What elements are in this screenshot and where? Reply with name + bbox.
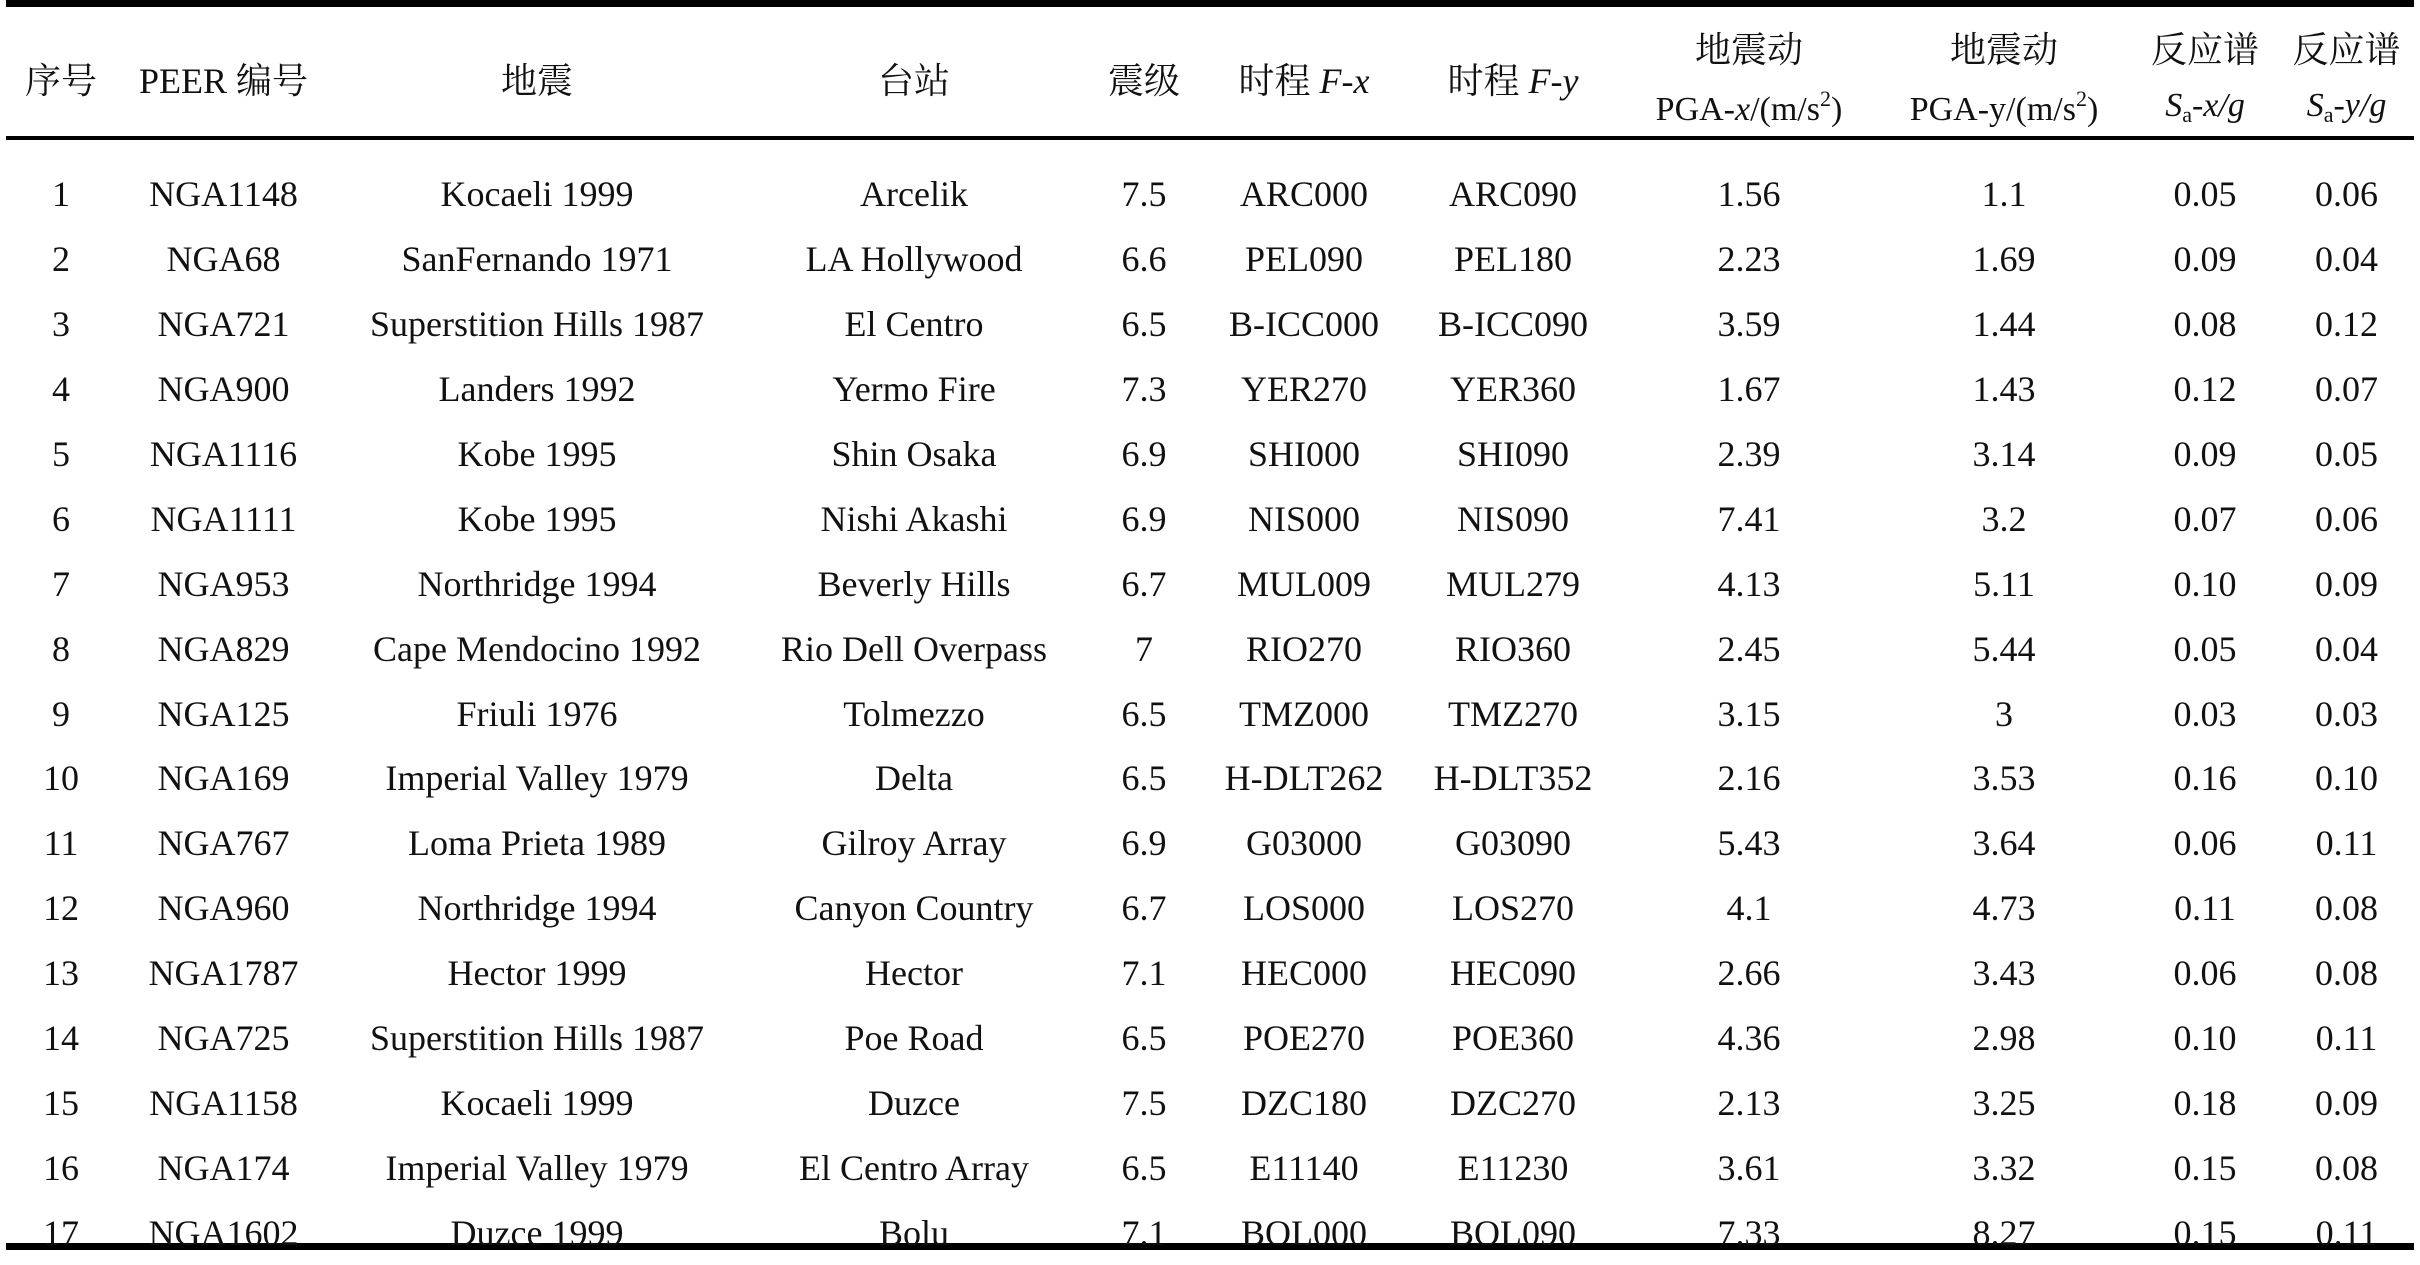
- header-history-fx: 时程 F-x: [1238, 61, 1370, 101]
- cell-index: 11: [43, 823, 79, 864]
- cell-pga-x: 3.15: [1717, 693, 1781, 734]
- cell-peer-id: NGA721: [157, 304, 290, 345]
- cell-pga-y: 1.43: [1972, 369, 2036, 410]
- cell-history-fy: RIO360: [1455, 628, 1571, 669]
- cell-pga-x: 2.39: [1717, 434, 1781, 474]
- cell-sa-y: 0.12: [2315, 304, 2378, 345]
- cell-station: Canyon Country: [794, 888, 1034, 929]
- cell-magnitude: 7.5: [1121, 174, 1167, 215]
- cell-magnitude: 7.1: [1121, 1212, 1167, 1253]
- cell-earthquake: Imperial Valley 1979: [385, 758, 689, 799]
- cell-peer-id: NGA953: [157, 563, 290, 604]
- header-station: 台站: [877, 61, 950, 101]
- cell-index: 14: [43, 1018, 79, 1059]
- cell-magnitude: 7.5: [1121, 1082, 1167, 1123]
- cell-index: 8: [52, 628, 70, 669]
- cell-peer-id: NGA900: [157, 369, 290, 410]
- header-magnitude: 震级: [1107, 61, 1180, 101]
- table-row: [6, 1006, 2414, 1071]
- cell-earthquake: Northridge 1994: [417, 888, 657, 929]
- cell-pga-y: 3.2: [1981, 498, 2027, 539]
- cell-index: 13: [43, 953, 79, 994]
- cell-earthquake: Imperial Valley 1979: [385, 1147, 689, 1188]
- table-row: [6, 1070, 2414, 1135]
- cell-index: 1: [52, 174, 70, 215]
- header-sa-y-top: 反应谱: [2292, 29, 2401, 70]
- cell-history-fx: NIS000: [1247, 498, 1360, 539]
- cell-history-fy: LOS270: [1451, 888, 1574, 929]
- cell-history-fx: H-DLT262: [1224, 758, 1384, 799]
- header-index: 序号: [24, 61, 97, 101]
- cell-sa-y: 0.04: [2315, 239, 2378, 280]
- cell-peer-id: NGA960: [157, 888, 290, 929]
- cell-history-fx: HEC000: [1241, 953, 1367, 994]
- cell-station: Delta: [875, 758, 953, 799]
- cell-pga-y: 3.43: [1972, 953, 2036, 994]
- cell-magnitude: 6.7: [1121, 563, 1167, 604]
- cell-peer-id: NGA1111: [150, 498, 297, 539]
- cell-peer-id: NGA767: [157, 823, 290, 864]
- table-row: [6, 811, 2414, 876]
- cell-pga-y: 3.53: [1972, 758, 2036, 799]
- cell-station: Shin Osaka: [831, 434, 997, 474]
- header-sa-x-unit: $S_a-x/g$: [2165, 87, 2245, 127]
- table-row: [6, 227, 2414, 292]
- cell-pga-x: 4.1: [1726, 888, 1772, 929]
- cell-index: 5: [52, 434, 70, 474]
- cell-station: Beverly Hills: [817, 563, 1011, 604]
- cell-earthquake: Hector 1999: [447, 953, 627, 994]
- cell-magnitude: 6.5: [1121, 693, 1167, 734]
- cell-history-fx: ARC000: [1239, 174, 1369, 215]
- cell-index: 9: [52, 693, 70, 734]
- table-row: [6, 162, 2414, 227]
- table-row: [6, 486, 2414, 551]
- cell-pga-y: 3.32: [1972, 1147, 2036, 1188]
- table-row: [6, 681, 2414, 746]
- cell-peer-id: NGA169: [157, 758, 290, 799]
- cell-pga-x: 2.45: [1717, 628, 1781, 669]
- table-row: [6, 1200, 2414, 1265]
- cell-index: 10: [43, 758, 79, 799]
- cell-magnitude: 6.9: [1121, 823, 1167, 864]
- cell-history-fx: DZC180: [1241, 1082, 1367, 1123]
- cell-earthquake: Superstition Hills 1987: [369, 1018, 705, 1059]
- cell-sa-x: 0.09: [2173, 434, 2237, 474]
- header-sa-y-unit: $S_a-y/g$: [2306, 87, 2387, 127]
- cell-magnitude: 7.3: [1121, 369, 1167, 410]
- cell-sa-x: 0.12: [2173, 369, 2237, 410]
- cell-history-fy: ARC090: [1448, 174, 1578, 215]
- cell-station: Yermo Fire: [832, 369, 996, 410]
- cell-pga-x: 3.61: [1717, 1147, 1781, 1188]
- cell-pga-x: 3.59: [1717, 304, 1781, 345]
- table-row: [6, 616, 2414, 681]
- cell-history-fx: BOL000: [1241, 1212, 1367, 1253]
- cell-station: Duzce: [868, 1082, 960, 1123]
- cell-history-fy: MUL279: [1446, 563, 1580, 604]
- cell-history-fx: LOS000: [1242, 888, 1365, 929]
- cell-index: 6: [52, 498, 70, 539]
- cell-sa-y: 0.10: [2315, 758, 2378, 799]
- cell-magnitude: 7: [1135, 628, 1153, 669]
- cell-pga-x: 5.43: [1717, 823, 1781, 864]
- cell-sa-y: 0.06: [2315, 174, 2378, 215]
- cell-index: 7: [52, 563, 70, 604]
- cell-history-fy: BOL090: [1450, 1212, 1576, 1253]
- cell-pga-x: 2.13: [1717, 1082, 1781, 1123]
- cell-index: 16: [43, 1147, 79, 1188]
- cell-history-fy: TMZ270: [1448, 693, 1578, 734]
- cell-history-fx: B-ICC000: [1228, 304, 1379, 345]
- cell-sa-x: 0.08: [2173, 304, 2237, 345]
- cell-magnitude: 6.5: [1121, 1147, 1167, 1188]
- cell-history-fx: PEL090: [1244, 239, 1363, 280]
- cell-station: Hector: [865, 953, 963, 994]
- cell-peer-id: NGA1787: [148, 953, 299, 994]
- table-row: [6, 357, 2414, 422]
- cell-pga-x: 1.67: [1717, 369, 1781, 410]
- cell-sa-x: 0.15: [2173, 1147, 2237, 1188]
- cell-station: Poe Road: [844, 1018, 984, 1059]
- cell-sa-y: 0.07: [2315, 369, 2378, 410]
- cell-pga-x: 7.33: [1717, 1212, 1781, 1253]
- cell-pga-y: 8.27: [1972, 1212, 2036, 1253]
- table-body: [6, 142, 2414, 1265]
- cell-pga-y: 3.64: [1972, 823, 2036, 864]
- cell-magnitude: 6.5: [1121, 758, 1167, 799]
- cell-earthquake: Duzce 1999: [450, 1212, 624, 1253]
- cell-station: El Centro Array: [799, 1147, 1029, 1188]
- table-row: [6, 422, 2414, 487]
- cell-station: LA Hollywood: [805, 239, 1023, 280]
- cell-earthquake: Kobe 1995: [457, 498, 617, 539]
- cell-pga-x: 4.36: [1717, 1018, 1781, 1059]
- cell-sa-x: 0.11: [2174, 888, 2236, 929]
- cell-earthquake: Superstition Hills 1987: [369, 304, 705, 345]
- table-row: [6, 941, 2414, 1006]
- cell-sa-y: 0.08: [2315, 953, 2378, 994]
- cell-sa-x: 0.16: [2173, 758, 2237, 799]
- cell-sa-y: 0.05: [2315, 434, 2378, 474]
- cell-sa-y: 0.11: [2315, 1212, 2378, 1253]
- cell-sa-x: 0.09: [2173, 239, 2237, 280]
- header-sa-x-top: 反应谱: [2150, 29, 2259, 70]
- cell-pga-x: 1.56: [1717, 174, 1781, 215]
- header-history-fy: 时程 F-y: [1447, 61, 1579, 101]
- cell-station: Bolu: [878, 1212, 949, 1253]
- cell-history-fy: DZC270: [1450, 1082, 1576, 1123]
- cell-earthquake: Landers 1992: [438, 369, 636, 410]
- cell-station: Arcelik: [860, 174, 968, 215]
- cell-earthquake: Cape Mendocino 1992: [373, 628, 701, 669]
- cell-sa-y: 0.06: [2315, 498, 2378, 539]
- table-row: [6, 551, 2414, 616]
- table-row: [6, 876, 2414, 941]
- cell-magnitude: 6.5: [1121, 304, 1167, 345]
- cell-sa-x: 0.10: [2173, 563, 2237, 604]
- cell-sa-x: 0.10: [2173, 1018, 2237, 1059]
- cell-station: Rio Dell Overpass: [781, 628, 1047, 669]
- table-top-rule: [6, 0, 2414, 7]
- header-pga-y-unit: PGA-$y/(m/s^2)$: [1909, 86, 2099, 128]
- cell-pga-y: 1.1: [1981, 174, 2027, 215]
- cell-pga-y: 1.69: [1972, 239, 2036, 280]
- cell-magnitude: 6.9: [1121, 498, 1167, 539]
- cell-history-fy: H-DLT352: [1433, 758, 1593, 799]
- cell-sa-y: 0.08: [2315, 1147, 2378, 1188]
- cell-pga-x: 7.41: [1717, 498, 1781, 539]
- cell-index: 15: [43, 1082, 79, 1123]
- cell-sa-y: 0.03: [2315, 693, 2378, 734]
- cell-station: El Centro: [844, 304, 984, 345]
- header-earthquake: 地震: [500, 61, 573, 101]
- cell-history-fx: RIO270: [1246, 628, 1362, 669]
- cell-magnitude: 6.9: [1121, 434, 1167, 474]
- cell-index: 4: [52, 369, 70, 410]
- cell-sa-y: 0.11: [2315, 823, 2378, 864]
- cell-pga-y: 5.11: [1973, 563, 2035, 604]
- cell-pga-x: 2.16: [1717, 758, 1781, 799]
- cell-sa-x: 0.06: [2173, 953, 2237, 994]
- cell-history-fy: POE360: [1451, 1018, 1574, 1059]
- cell-earthquake: Loma Prieta 1989: [408, 823, 666, 864]
- cell-earthquake: Friuli 1976: [456, 693, 618, 734]
- cell-history-fy: B-ICC090: [1437, 304, 1588, 345]
- cell-peer-id: NGA1148: [149, 174, 298, 215]
- cell-history-fy: G03090: [1455, 823, 1571, 864]
- cell-history-fx: SHI000: [1247, 434, 1360, 474]
- cell-sa-x: 0.05: [2173, 628, 2237, 669]
- cell-station: Gilroy Array: [821, 823, 1007, 864]
- cell-station: Tolmezzo: [843, 693, 985, 734]
- cell-history-fx: MUL009: [1237, 563, 1371, 604]
- header-pga-y-top: 地震动: [1949, 29, 2058, 70]
- cell-sa-x: 0.18: [2173, 1082, 2237, 1123]
- cell-sa-x: 0.03: [2173, 693, 2237, 734]
- cell-history-fy: E11230: [1457, 1147, 1569, 1188]
- cell-sa-x: 0.15: [2173, 1212, 2237, 1253]
- cell-sa-y: 0.04: [2315, 628, 2378, 669]
- cell-sa-x: 0.06: [2173, 823, 2237, 864]
- cell-pga-y: 3.25: [1972, 1082, 2036, 1123]
- cell-pga-y: 2.98: [1972, 1018, 2036, 1059]
- cell-index: 2: [52, 239, 70, 280]
- cell-pga-y: 3: [1995, 693, 2013, 734]
- cell-history-fx: TMZ000: [1239, 693, 1369, 734]
- cell-history-fx: E11140: [1249, 1147, 1359, 1188]
- cell-pga-x: 4.13: [1717, 563, 1781, 604]
- table-header: [6, 7, 2414, 142]
- cell-sa-y: 0.08: [2315, 888, 2378, 929]
- cell-history-fy: YER360: [1450, 369, 1576, 410]
- cell-magnitude: 6.7: [1121, 888, 1167, 929]
- cell-peer-id: NGA829: [157, 628, 290, 669]
- earthquake-records-table: [6, 7, 2414, 1265]
- cell-earthquake: Kocaeli 1999: [440, 1082, 634, 1123]
- cell-history-fx: G03000: [1246, 823, 1362, 864]
- cell-magnitude: 6.6: [1121, 239, 1167, 280]
- cell-peer-id: NGA174: [157, 1147, 290, 1188]
- cell-sa-y: 0.09: [2315, 563, 2378, 604]
- cell-history-fy: SHI090: [1456, 434, 1569, 474]
- table-row: [6, 1135, 2414, 1200]
- cell-peer-id: NGA125: [157, 693, 290, 734]
- table-row: [6, 746, 2414, 811]
- cell-index: 17: [43, 1212, 79, 1253]
- cell-peer-id: NGA725: [157, 1018, 290, 1059]
- table-row: [6, 292, 2414, 357]
- cell-pga-y: 4.73: [1972, 888, 2036, 929]
- cell-index: 12: [43, 888, 79, 929]
- cell-sa-x: 0.07: [2173, 498, 2237, 539]
- cell-history-fx: POE270: [1242, 1018, 1365, 1059]
- cell-history-fy: NIS090: [1456, 498, 1569, 539]
- cell-sa-x: 0.05: [2173, 174, 2237, 215]
- cell-history-fx: YER270: [1241, 369, 1367, 410]
- header-peer-id: PEER 编号: [138, 61, 308, 101]
- cell-peer-id: NGA1116: [149, 434, 298, 474]
- cell-magnitude: 7.1: [1121, 953, 1167, 994]
- cell-pga-y: 3.14: [1972, 434, 2036, 474]
- cell-earthquake: SanFernando 1971: [401, 239, 673, 280]
- cell-earthquake: Northridge 1994: [417, 563, 657, 604]
- cell-earthquake: Kobe 1995: [457, 434, 617, 474]
- cell-pga-x: 2.23: [1717, 239, 1781, 280]
- cell-peer-id: NGA1158: [149, 1082, 298, 1123]
- cell-sa-y: 0.11: [2315, 1018, 2378, 1059]
- cell-pga-y: 1.44: [1972, 304, 2036, 345]
- cell-station: Nishi Akashi: [820, 498, 1008, 539]
- cell-history-fy: PEL180: [1453, 239, 1572, 280]
- cell-pga-y: 5.44: [1972, 628, 2036, 669]
- cell-history-fy: HEC090: [1450, 953, 1576, 994]
- cell-peer-id: NGA1602: [148, 1212, 299, 1253]
- cell-peer-id: NGA68: [166, 239, 281, 280]
- cell-sa-y: 0.09: [2315, 1082, 2378, 1123]
- header-pga-x-top: 地震动: [1694, 29, 1803, 70]
- cell-earthquake: Kocaeli 1999: [440, 174, 634, 215]
- header-pga-x-unit: PGA-$x/(m/s^2)$: [1655, 86, 1843, 128]
- cell-index: 3: [52, 304, 70, 345]
- cell-magnitude: 6.5: [1121, 1018, 1167, 1059]
- cell-pga-x: 2.66: [1717, 953, 1781, 994]
